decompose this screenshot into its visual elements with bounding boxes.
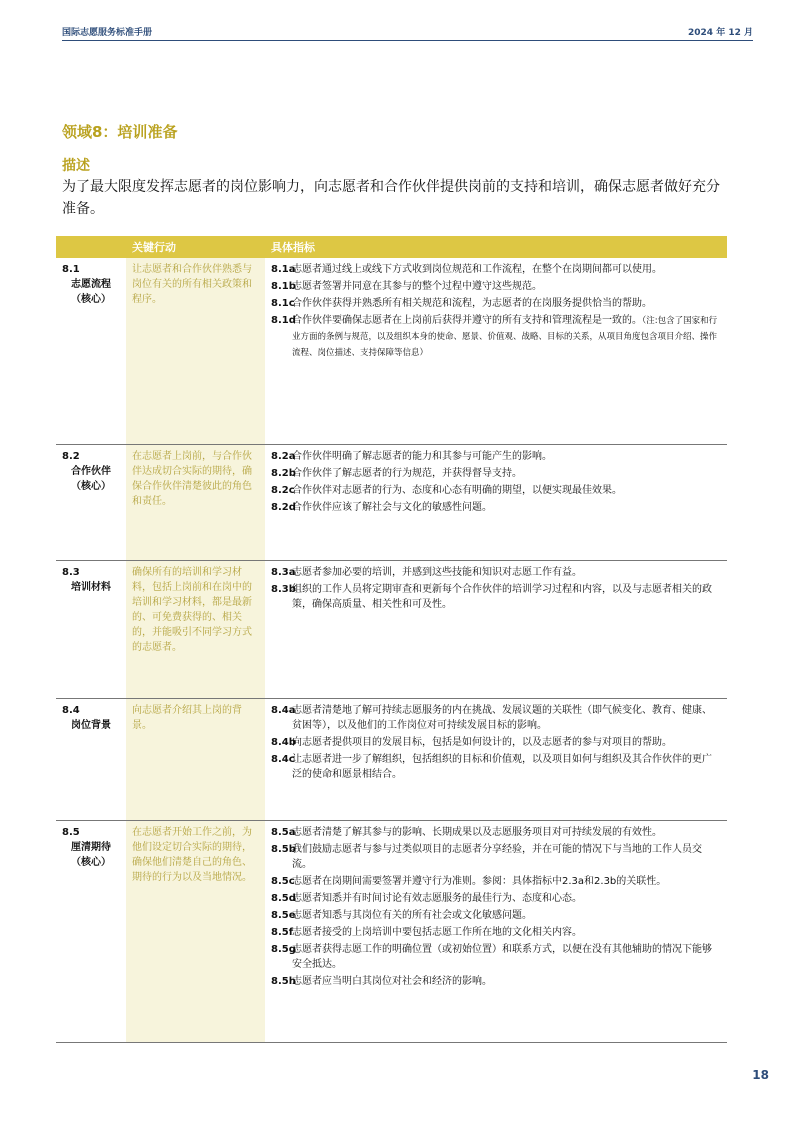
indicator-text: 志愿者知悉与其岗位有关的所有社会或文化敏感问题。	[292, 909, 532, 921]
indicator-text: 合作伙伴要确保志愿者在上岗前后获得并遵守的所有支持和管理流程是一致的。	[292, 315, 642, 326]
indicator-id: 8.1c	[271, 298, 295, 309]
row-label-cell	[56, 698, 126, 820]
indicator-item	[271, 466, 721, 481]
indicator-item	[271, 874, 721, 889]
indicator-id: 8.5e	[271, 909, 296, 921]
indicators-cell	[265, 698, 727, 820]
indicator-text: 志愿者清楚了解其参与的影响、长期成果以及志愿服务项目对可持续发展的有效性。	[292, 826, 662, 838]
key-action-cell: 向志愿者介绍其上岗的背景。	[126, 698, 265, 820]
indicator-id: 8.5b	[271, 843, 296, 855]
indicator-item	[271, 565, 721, 580]
indicator-text: 志愿者知悉并有时间讨论有效志愿服务的最佳行为、态度和心态。	[292, 892, 582, 904]
indicator-text: 志愿者清楚地了解可持续志愿服务的内在挑战、发展议题的关联性（即气候变化、教育、健康、贫困等），以及他们的工作岗位对可持续发展目标的影响。	[292, 704, 712, 731]
indicator-item	[271, 825, 721, 840]
row-core-tag: （核心）	[71, 294, 111, 305]
indicator-id: 8.4b	[271, 736, 296, 748]
table-row	[56, 444, 727, 560]
key-action-cell: 让志愿者和合作伙伴熟悉与岗位有关的所有相关政策和程序。	[126, 258, 265, 444]
header-cell-indicators: 具体指标	[265, 236, 727, 258]
header-cell-action: 关键行动	[126, 236, 265, 258]
indicator-item	[271, 582, 721, 612]
indicators-cell	[265, 258, 727, 444]
indicator-id: 8.5a	[271, 826, 296, 838]
row-label-cell	[56, 560, 126, 698]
indicator-text: 志愿者通过线上或线下方式收到岗位规范和工作流程，在整个在岗期间都可以使用。	[292, 264, 662, 275]
section-title: 领域8：培训准备	[62, 123, 178, 141]
indicator-id: 8.1b	[271, 281, 296, 292]
indicator-item	[271, 449, 721, 464]
indicator-id: 8.2d	[271, 501, 296, 513]
indicator-text: 组织的工作人员将定期审查和更新每个合作伙伴的培训学习过程和内容，以及与志愿者相关的政策，确保高质量、相关性和可及性。	[292, 583, 712, 610]
description-label: 描述	[62, 158, 90, 174]
indicator-id: 8.5d	[271, 892, 296, 904]
indicator-item	[271, 974, 721, 989]
indicators-cell	[265, 444, 727, 560]
table-header-row	[56, 236, 727, 258]
indicator-id: 8.5h	[271, 975, 296, 987]
key-action-cell: 在志愿者上岗前，与合作伙伴达成切合实际的期待，确保合作伙伴清楚彼此的角色和责任。	[126, 444, 265, 560]
indicators-cell	[265, 820, 727, 1042]
row-core-tag: （核心）	[71, 856, 111, 868]
indicator-item	[271, 942, 721, 972]
indicator-item	[271, 752, 721, 782]
indicator-item	[271, 262, 721, 277]
indicator-id: 8.5c	[271, 875, 295, 887]
indicator-text: 合作伙伴明确了解志愿者的能力和其参与可能产生的影响。	[292, 450, 552, 462]
row-number: 8.5	[62, 826, 80, 838]
page-header	[62, 22, 753, 41]
indicator-text: 志愿者签署并同意在其参与的整个过程中遵守这些规范。	[292, 281, 542, 292]
indicator-item	[271, 483, 721, 498]
indicator-text: 合作伙伴应该了解社会与文化的敏感性问题。	[292, 501, 492, 513]
description-text: 为了最大限度发挥志愿者的岗位影响力，向志愿者和合作伙伴提供岗前的支持和培训，确保志愿者做好充分准备。	[62, 179, 720, 217]
indicator-text: 我们鼓励志愿者与参与过类似项目的志愿者分享经验，并在可能的情况下与当地的工作人员交流。	[292, 843, 702, 870]
row-name: 岗位背景	[71, 719, 111, 731]
indicator-id: 8.1d	[271, 315, 296, 326]
indicator-text: 志愿者在岗期间需要签署并遵守行为准则。参阅：具体指标中2.3a和2.3b的关联性。	[292, 875, 667, 887]
row-label-cell	[56, 820, 126, 1042]
indicator-item	[271, 908, 721, 923]
indicator-id: 8.3a	[271, 566, 296, 578]
indicator-text: 合作伙伴了解志愿者的行为规范，并获得督导支持。	[292, 467, 522, 479]
row-number: 8.3	[62, 566, 80, 578]
header-date: 2024 年 12 月	[688, 28, 753, 38]
row-core-tag: （核心）	[71, 480, 111, 492]
indicator-item	[271, 891, 721, 906]
indicator-text: 合作伙伴对志愿者的行为、态度和心态有明确的期望，以便实现最佳效果。	[292, 484, 622, 496]
table-row	[56, 698, 727, 820]
header-cell-number	[56, 236, 126, 258]
indicator-text: 志愿者参加必要的培训，并感到这些技能和知识对志愿工作有益。	[292, 566, 582, 578]
indicator-text: 志愿者获得志愿工作的明确位置（或初始位置）和联系方式，以便在没有其他辅助的情况下能够安全抵达。	[292, 943, 712, 970]
row-number: 8.1	[62, 264, 80, 275]
indicator-item	[271, 296, 721, 311]
key-action-cell: 在志愿者开始工作之前，为他们设定切合实际的期待，确保他们清楚自己的角色、期待的行为以及当地情况。	[126, 820, 265, 1042]
standards-table	[56, 236, 727, 1043]
row-name: 厘清期待	[71, 841, 111, 853]
indicator-id: 8.4a	[271, 704, 296, 716]
row-number: 8.2	[62, 450, 80, 462]
row-name: 志愿流程	[71, 279, 111, 290]
indicator-id: 8.2b	[271, 467, 296, 479]
row-name: 培训材料	[71, 581, 111, 593]
key-action-cell: 确保所有的培训和学习材料，包括上岗前和在岗中的培训和学习材料，都是最新的、可免费获得的、相关的，并能吸引不同学习方式的志愿者。	[126, 560, 265, 698]
indicator-item	[271, 279, 721, 294]
indicator-id: 8.4c	[271, 753, 295, 765]
indicator-note: （注:包含了国家和行业方面的条例与规范，以及组织本身的使命、愿景、价值观、战略、目标的关系，从项目角度包含项目介绍、操作流程、岗位描述、支持保障等信息）	[292, 316, 718, 358]
row-label-cell	[56, 258, 126, 444]
page-number: 18	[752, 1068, 769, 1082]
indicator-item	[271, 313, 721, 361]
indicator-id: 8.5f	[271, 926, 294, 938]
header-title: 国际志愿服务标准手册	[62, 28, 153, 38]
table-row	[56, 258, 727, 444]
indicator-text: 合作伙伴获得并熟悉所有相关规范和流程，为志愿者的在岗服务提供恰当的帮助。	[292, 298, 652, 309]
indicator-item	[271, 842, 721, 872]
row-name: 合作伙伴	[71, 465, 111, 477]
indicator-id: 8.2c	[271, 484, 295, 496]
indicator-text: 向志愿者提供项目的发展目标，包括是如何设计的，以及志愿者的参与对项目的帮助。	[292, 736, 672, 748]
indicator-item	[271, 735, 721, 750]
indicator-item	[271, 925, 721, 940]
indicators-cell	[265, 560, 727, 698]
indicator-text: 志愿者应当明白其岗位对社会和经济的影响。	[292, 975, 492, 987]
indicator-item	[271, 703, 721, 733]
indicator-item	[271, 500, 721, 515]
row-label-cell	[56, 444, 126, 560]
table-row	[56, 560, 727, 698]
indicator-id: 8.2a	[271, 450, 296, 462]
indicator-text: 让志愿者进一步了解组织，包括组织的目标和价值观，以及项目如何与组织及其合作伙伴的更广泛的使命和愿景相结合。	[292, 753, 712, 780]
indicator-id: 8.3b	[271, 583, 296, 595]
indicator-id: 8.1a	[271, 264, 296, 275]
indicator-text: 志愿者接受的上岗培训中要包括志愿工作所在地的文化相关内容。	[292, 926, 582, 938]
row-number: 8.4	[62, 704, 80, 716]
indicator-id: 8.5g	[271, 943, 296, 955]
table-row	[56, 820, 727, 1042]
